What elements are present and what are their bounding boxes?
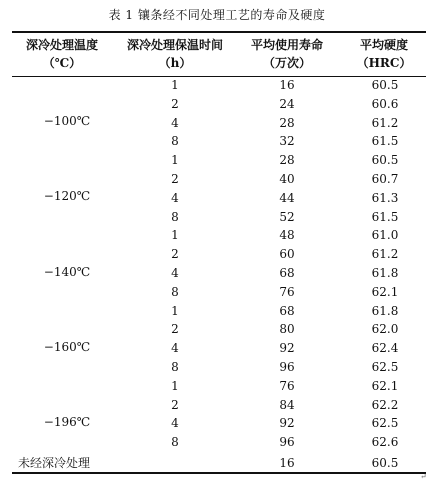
avg-life-cell: 48 bbox=[279, 228, 295, 243]
avg-life-cell: 92 bbox=[279, 341, 295, 356]
avg-life-cell: 16 bbox=[279, 78, 295, 92]
hold-time-cell: 1 bbox=[171, 228, 179, 243]
untreated-hardness: 60.5 bbox=[371, 456, 399, 470]
hold-time-cell: 2 bbox=[171, 172, 179, 186]
header-avg-life bbox=[232, 36, 342, 72]
hold-time-cell: 8 bbox=[171, 134, 179, 149]
hold-time-cell: 1 bbox=[171, 378, 179, 393]
avg-life-cell: 96 bbox=[279, 360, 295, 374]
hold-time-cell: 8 bbox=[171, 209, 179, 224]
hold-time-cell: 2 bbox=[171, 96, 179, 111]
temperature-cell: −196℃ bbox=[43, 415, 91, 429]
avg-hardness-cell: 62.5 bbox=[371, 416, 399, 431]
avg-life-cell: 28 bbox=[279, 153, 295, 168]
avg-life-cell: 68 bbox=[279, 266, 295, 280]
header-hold-time-line1: 深冷处理保温时间 bbox=[126, 38, 223, 52]
avg-hardness-cell: 61.3 bbox=[371, 190, 399, 205]
avg-life-cell: 24 bbox=[279, 96, 295, 111]
avg-life-cell: 84 bbox=[279, 397, 295, 412]
table-caption: 表 1 镶条经不同处理工艺的寿命及硬度 bbox=[108, 8, 326, 22]
table-top-rule bbox=[12, 31, 426, 33]
hold-time-cell: 4 bbox=[171, 190, 179, 205]
temperature-cell: −160℃ bbox=[43, 339, 91, 354]
hold-time-cell: 4 bbox=[171, 341, 179, 356]
hold-time-cell: 1 bbox=[171, 78, 179, 92]
hold-time-cell: 8 bbox=[171, 435, 179, 450]
avg-hardness-cell: 61.5 bbox=[371, 134, 399, 149]
avg-hardness-cell: 60.5 bbox=[371, 78, 399, 92]
hold-time-cell: 1 bbox=[171, 303, 179, 318]
avg-life-cell: 96 bbox=[279, 435, 295, 450]
hold-time-cell: 2 bbox=[171, 247, 179, 262]
header-hold-time bbox=[120, 36, 230, 72]
hold-time-cell: 2 bbox=[171, 322, 179, 337]
header-hold-time-unit: （h） bbox=[158, 56, 192, 70]
avg-life-cell: 52 bbox=[279, 209, 295, 224]
header-avg-life-unit: （万次） bbox=[262, 56, 311, 70]
hold-time-cell: 2 bbox=[171, 397, 179, 412]
avg-life-cell: 92 bbox=[279, 416, 295, 431]
hold-time-cell: 1 bbox=[171, 153, 179, 168]
avg-life-cell: 68 bbox=[279, 303, 295, 318]
header-avg-hardness bbox=[344, 36, 424, 72]
avg-life-cell: 28 bbox=[279, 115, 295, 130]
avg-hardness-cell: 61.2 bbox=[371, 247, 399, 262]
avg-hardness-cell: 62.1 bbox=[371, 378, 399, 393]
avg-life-cell: 44 bbox=[279, 190, 295, 205]
temperature-cell: −100℃ bbox=[43, 114, 91, 129]
header-temperature-unit: （℃） bbox=[42, 56, 82, 70]
header-temperature bbox=[12, 36, 112, 72]
untreated-life: 16 bbox=[279, 456, 295, 470]
avg-life-cell: 32 bbox=[279, 134, 295, 149]
avg-life-cell: 40 bbox=[279, 172, 295, 186]
header-avg-life-line1: 平均使用寿命 bbox=[250, 38, 323, 52]
temperature-cell: −140℃ bbox=[43, 264, 91, 279]
hold-time-cell: 8 bbox=[171, 284, 179, 299]
untreated-label: 未经深冷处理 bbox=[18, 456, 91, 470]
avg-hardness-cell: 61.8 bbox=[371, 303, 399, 318]
avg-life-cell: 60 bbox=[279, 247, 295, 262]
avg-life-cell: 76 bbox=[279, 378, 295, 393]
table-bottom-rule bbox=[12, 472, 426, 474]
header-avg-hardness-line1: 平均硬度 bbox=[359, 38, 408, 52]
header-avg-hardness-unit: （HRC） bbox=[356, 56, 412, 70]
avg-hardness-cell: 61.2 bbox=[371, 115, 399, 130]
avg-hardness-cell: 61.8 bbox=[371, 266, 399, 280]
avg-hardness-cell: 61.0 bbox=[371, 228, 399, 243]
avg-hardness-cell: 61.5 bbox=[371, 209, 399, 224]
table-header-rule bbox=[12, 76, 426, 77]
temperature-cell: −120℃ bbox=[43, 189, 91, 204]
avg-hardness-cell: 62.6 bbox=[371, 435, 399, 450]
avg-hardness-cell: 62.1 bbox=[371, 284, 399, 299]
paragraph-mark: ↵ bbox=[420, 472, 427, 481]
avg-life-cell: 80 bbox=[279, 322, 295, 337]
hold-time-cell: 8 bbox=[171, 360, 179, 374]
avg-hardness-cell: 62.2 bbox=[371, 397, 399, 412]
avg-hardness-cell: 60.7 bbox=[371, 172, 399, 186]
avg-hardness-cell: 62.0 bbox=[371, 322, 399, 337]
avg-hardness-cell: 60.6 bbox=[371, 96, 399, 111]
avg-hardness-cell: 62.5 bbox=[371, 360, 399, 374]
hold-time-cell: 4 bbox=[171, 115, 179, 130]
avg-life-cell: 76 bbox=[279, 284, 295, 299]
hold-time-cell: 4 bbox=[171, 416, 179, 431]
hold-time-cell: 4 bbox=[171, 266, 179, 280]
avg-hardness-cell: 62.4 bbox=[371, 341, 399, 356]
header-temperature-line1: 深冷处理温度 bbox=[25, 38, 98, 52]
avg-hardness-cell: 60.5 bbox=[371, 153, 399, 168]
